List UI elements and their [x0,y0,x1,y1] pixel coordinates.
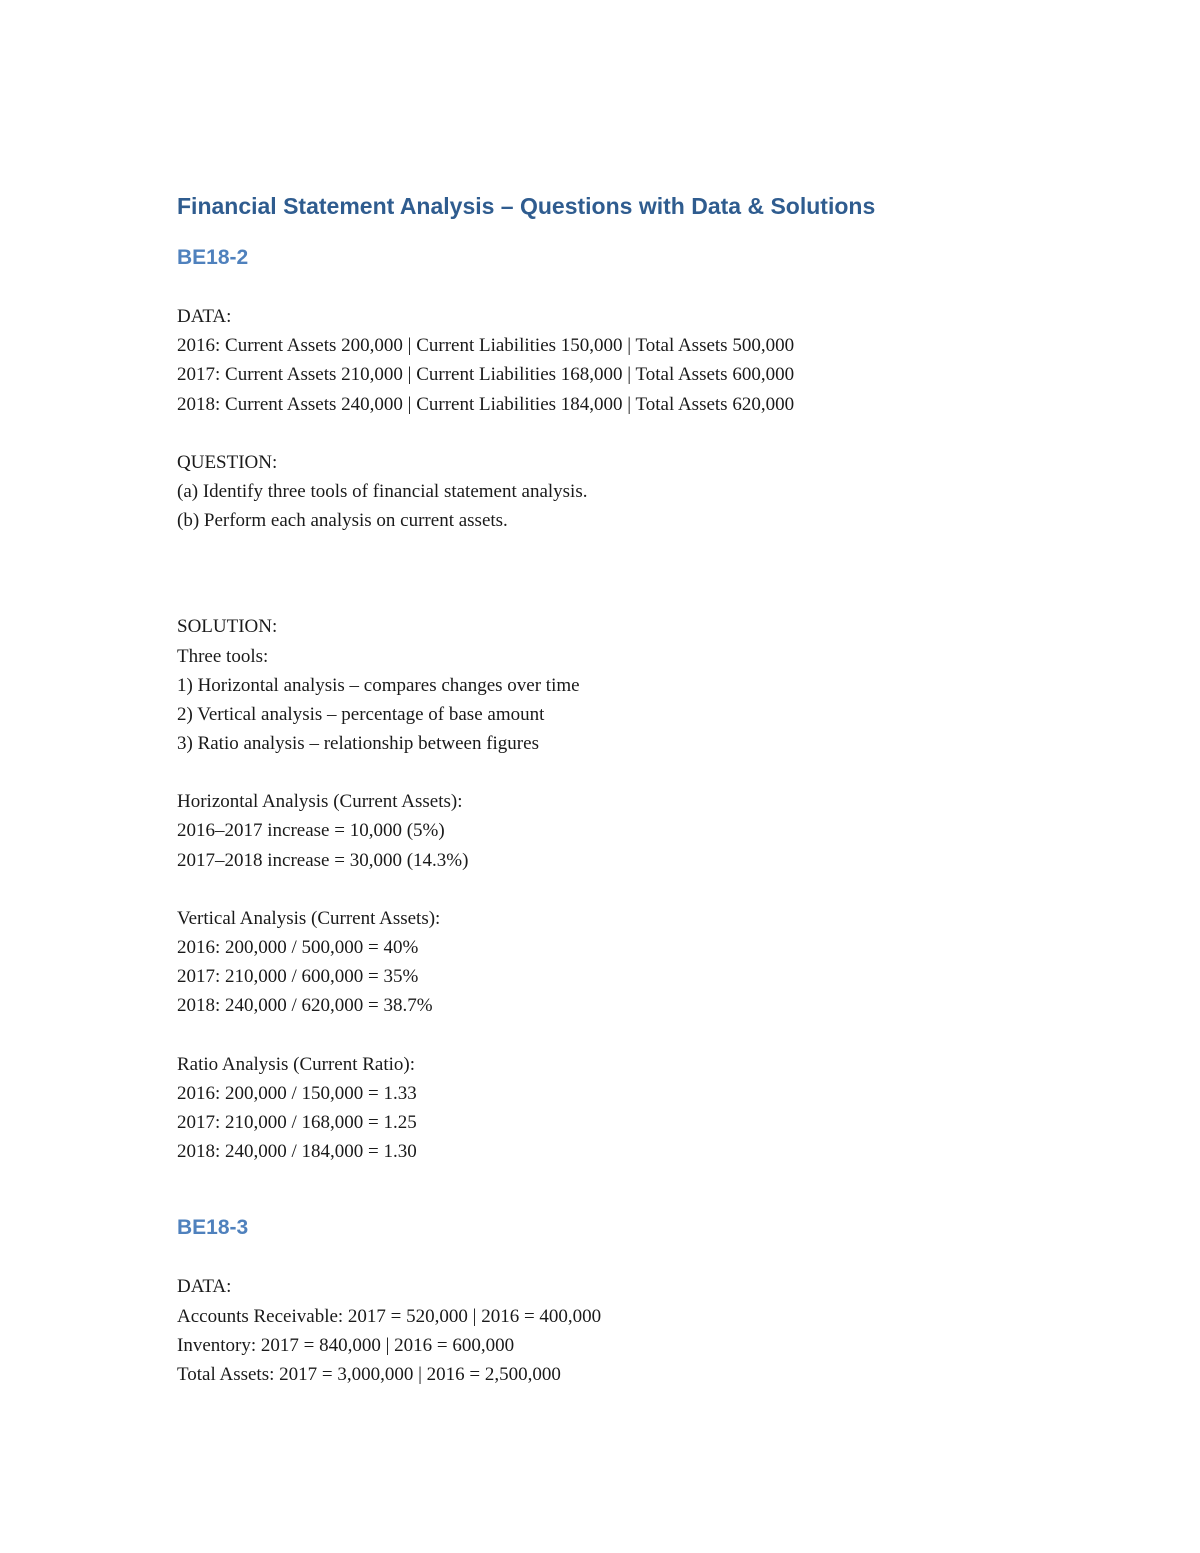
vertical-analysis-line: 2017: 210,000 / 600,000 = 35% [177,966,419,988]
horizontal-analysis-line: 2017–2018 increase = 30,000 (14.3%) [177,849,469,871]
tools-line: 2) Vertical analysis – percentage of base amount [177,703,545,725]
tools-line: Three tools: [177,645,269,667]
data-line: 2016: Current Assets 200,000 | Current Liabilities 150,000 | Total Assets 500,000 [177,335,795,357]
data-label: DATA: [177,306,232,327]
data-line: Total Assets: 2017 = 3,000,000 | 2016 = 2,500,000 [177,1363,561,1385]
section-be18-3 [177,1212,1077,1389]
section-be18-2 [177,242,1077,1166]
ratio-analysis-line: 2018: 240,000 / 184,000 = 1.30 [177,1141,417,1163]
data-line: 2017: Current Assets 210,000 | Current Liabilities 168,000 | Total Assets 600,000 [177,364,795,386]
vertical-analysis-line: 2018: 240,000 / 620,000 = 38.7% [177,995,433,1017]
data-label: DATA: [177,1276,232,1298]
horizontal-analysis-line: 2016–2017 increase = 10,000 (5%) [177,820,445,842]
horizontal-analysis-line: Horizontal Analysis (Current Assets): [177,791,463,813]
document-title: Financial Statement Analysis – Questions with Data & Solutions [177,193,876,219]
tools-line: 3) Ratio analysis – relationship between figures [177,733,539,755]
document-body [177,186,1077,1389]
data-line: Inventory: 2017 = 840,000 | 2016 = 600,000 [177,1334,515,1356]
question-line: (b) Perform each analysis on current assets. [177,510,508,532]
ratio-analysis-line: Ratio Analysis (Current Ratio): [177,1053,416,1075]
data-line: Accounts Receivable: 2017 = 520,000 | 2016 = 400,000 [177,1305,602,1327]
ratio-analysis-line: 2017: 210,000 / 168,000 = 1.25 [177,1111,417,1133]
question-line: (a) Identify three tools of financial statement analysis. [177,480,588,502]
data-line: 2018: Current Assets 240,000 | Current Liabilities 184,000 | Total Assets 620,000 [177,393,795,415]
section-heading: BE18-3 [177,1216,249,1240]
vertical-analysis-line: 2016: 200,000 / 500,000 = 40% [177,937,419,958]
question-label: QUESTION: [177,451,278,473]
tools-line: 1) Horizontal analysis – compares changes over time [177,674,580,696]
vertical-analysis-line: Vertical Analysis (Current Assets): [177,907,441,929]
ratio-analysis-line: 2016: 200,000 / 150,000 = 1.33 [177,1082,417,1104]
solution-label: SOLUTION: [177,616,278,638]
section-heading: BE18-2 [177,246,249,269]
